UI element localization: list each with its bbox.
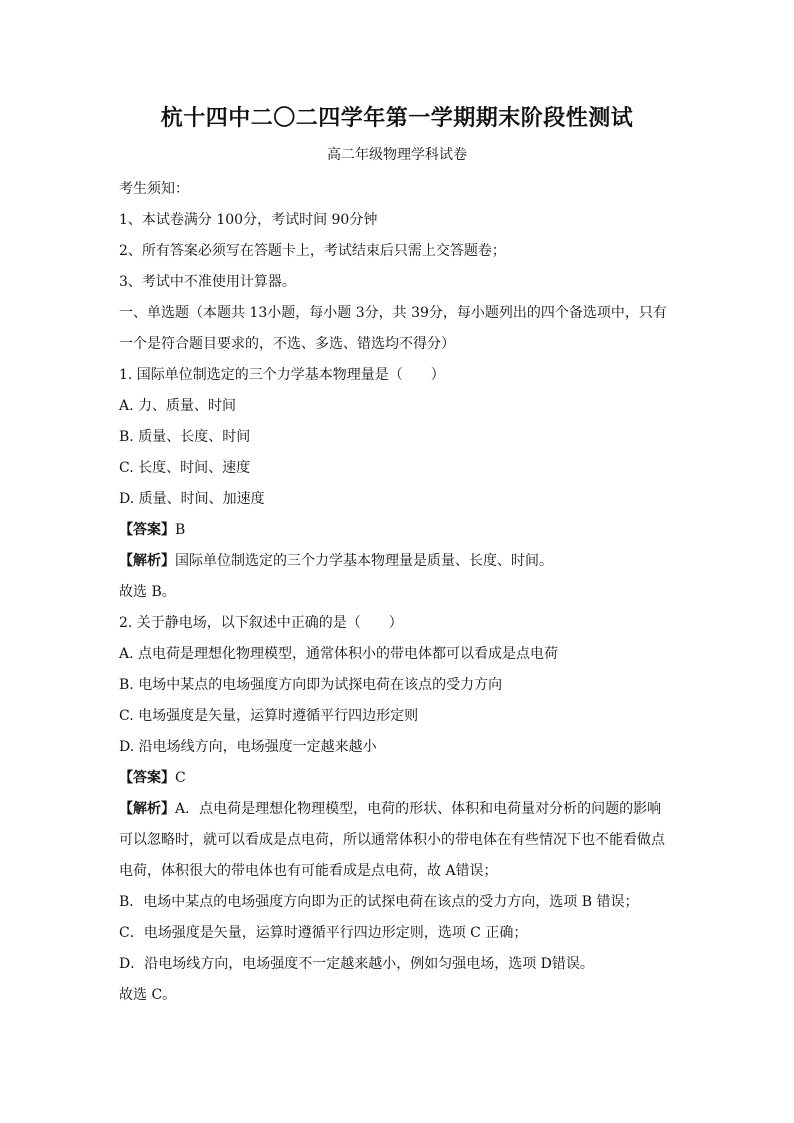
question-1-option-c: C. 长度、时间、速度 [119, 460, 251, 476]
analysis-text: 国际单位制选定的三个力学基本物理量是质量、长度、时间。 [175, 553, 553, 569]
answer-value: B [175, 522, 186, 538]
question-1-option-b: B. 质量、长度、时间 [119, 429, 251, 445]
question-1-analysis [119, 546, 679, 577]
question-1-answer [119, 515, 679, 546]
question-2-option-c: C. 电场强度是矢量，运算时遵循平行四边形定则 [119, 708, 419, 724]
question-2-option-b: B. 电场中某点的电场强度方向即为试探电荷在该点的受力方向 [119, 677, 503, 693]
question-1-conclusion: 故选 B。 [119, 584, 176, 600]
question-2-analysis-line: 电荷，体积很大的带电体也有可能看成是点电荷，故 A错误； [119, 863, 498, 879]
answer-value: C [175, 770, 186, 786]
question-2-analysis-line: C．电场强度是矢量，运算时遵循平行四边形定则，选项 C 正确； [119, 925, 528, 941]
analysis-tag: 【解析】 [119, 553, 175, 569]
page-title: 杭十四中二〇二四学年第一学期期末阶段性测试 [160, 105, 634, 131]
page-subtitle: 高二年级物理学科试卷 [327, 147, 467, 163]
answer-tag: 【答案】 [119, 522, 175, 538]
notice-item: 1、本试卷满分 100分，考试时间 90分钟 [119, 212, 378, 228]
notice-item: 3、考试中不准使用计算器。 [119, 274, 296, 290]
analysis-text: A．点电荷是理想化物理模型，电荷的形状、体积和电荷量对分析的问题的影响 [175, 801, 662, 817]
answer-tag: 【答案】 [119, 770, 175, 786]
question-2-answer [119, 763, 679, 794]
question-2-stem: 2. 关于静电场，以下叙述中正确的是（ ） [119, 615, 403, 631]
question-1-option-a: A. 力、质量、时间 [119, 398, 237, 414]
question-2-analysis-line: D．沿电场线方向，电场强度不一定越来越小，例如匀强电场，选项 D错误。 [119, 956, 594, 972]
question-2-option-a: A. 点电荷是理想化物理模型，通常体积小的带电体都可以看成是点电荷 [119, 646, 559, 662]
analysis-tag: 【解析】 [119, 801, 175, 817]
question-2-analysis-line: 可以忽略时，就可以看成是点电荷，所以通常体积小的带电体在有些情况下也不能看做点 [119, 832, 665, 848]
notice-heading: 考生须知： [119, 181, 189, 197]
question-2-conclusion: 故选 C。 [119, 987, 177, 1003]
question-2-option-d: D. 沿电场线方向，电场强度一定越来越小 [119, 739, 377, 755]
question-1-option-d: D. 质量、时间、加速度 [119, 491, 265, 507]
question-2-analysis-line: B．电场中某点的电场强度方向即为正的试探电荷在该点的受力方向，选项 B 错误； [119, 894, 639, 910]
section-instructions-line-2: 一个是符合题目要求的，不选、多选、错选均不得分） [119, 336, 455, 352]
question-2-analysis-line [119, 794, 679, 825]
question-1-stem: 1. 国际单位制选定的三个力学基本物理量是（ ） [119, 367, 445, 383]
document-body [119, 174, 679, 1011]
section-instructions-line-1: 一、单选题（本题共 13小题，每小题 3分，共 39分，每小题列出的四个备选项中，只有 [119, 305, 667, 321]
notice-item: 2、所有答案必须写在答题卡上，考试结束后只需上交答题卷； [119, 243, 506, 259]
